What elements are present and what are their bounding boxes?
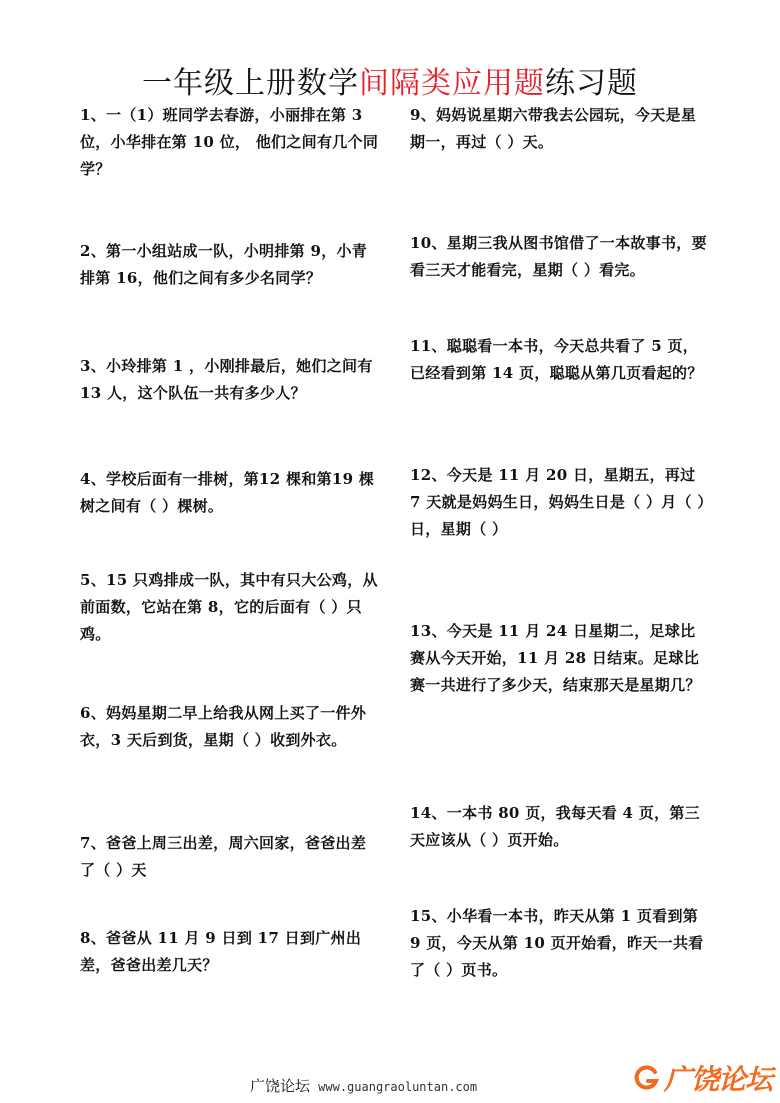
question-11: 11、聪聪看一本书，今天总共看了 5 页，已经看到第 14 页，聪聪从第几页看起的？ bbox=[410, 337, 703, 382]
question-7: 7、爸爸上周三出差，周六回家，爸爸出差了（ ）天 bbox=[80, 834, 367, 879]
site-logo bbox=[634, 1058, 772, 1098]
question-12: 12、今天是 11 月 20 日，星期五，再过 7 天就是妈妈生日，妈妈生日是（ ）月（ ）日，星期（ ） bbox=[410, 466, 706, 538]
logo-g-icon bbox=[634, 1065, 660, 1091]
footer bbox=[250, 1075, 477, 1096]
logo-text: 广饶论坛 bbox=[663, 1063, 772, 1096]
title-part1: 一年级上册数学 bbox=[142, 66, 359, 101]
question-1: 1、一（1）班同学去春游，小丽排在第 3 位，小华排在第 10 位， 他们之间有几个同学？ bbox=[80, 106, 379, 178]
question-5: 5、15 只鸡排成一队，其中有只大公鸡，从前面数，它站在第 8，它的后面有（ ）只鸡。 bbox=[80, 571, 378, 643]
title-highlight: 间隔类应用题 bbox=[359, 66, 545, 101]
question-8: 8、爸爸从 11 月 9 日到 17 日到广州出差，爸爸出差几天？ bbox=[80, 929, 362, 974]
question-3: 3、小玲排第 1 ，小刚排最后，她们之间有 13 人，这个队伍一共有多少人？ bbox=[80, 357, 373, 402]
title-part2: 练习题 bbox=[545, 66, 638, 101]
footer-url: www.guangraoluntan.com bbox=[318, 1080, 478, 1094]
question-15: 15、小华看一本书，昨天从第 1 页看到第 9 页，今天从第 10 页开始看，昨天一共看了（ ）页书。 bbox=[410, 907, 704, 979]
question-14: 14、一本书 80 页，我每天看 4 页，第三天应该从（ ）页开始。 bbox=[410, 804, 700, 849]
question-6: 6、妈妈星期二早上给我从网上买了一件外衣，3 天后到货，星期（ ）收到外衣。 bbox=[80, 704, 367, 749]
question-9: 9、妈妈说星期六带我去公园玩，今天是星期一，再过（ ）天。 bbox=[410, 106, 697, 151]
footer-brand: 广饶论坛 bbox=[250, 1077, 311, 1095]
question-10: 10、星期三我从图书馆借了一本故事书，要看三天才能看完，星期（ ）看完。 bbox=[410, 234, 707, 279]
question-13: 13、今天是 11 月 24 日星期二，足球比赛从今天开始，11 月 28 日结束。足球比赛一共进行了多少天，结束那天是星期几？ bbox=[410, 622, 701, 694]
page-title bbox=[0, 58, 780, 102]
question-4: 4、学校后面有一排树，第12 棵和第19 棵树之间有（ ）棵树。 bbox=[80, 470, 375, 515]
question-2: 2、第一小组站成一队，小明排第 9，小青排第 16，他们之间有多少名同学？ bbox=[80, 242, 368, 287]
